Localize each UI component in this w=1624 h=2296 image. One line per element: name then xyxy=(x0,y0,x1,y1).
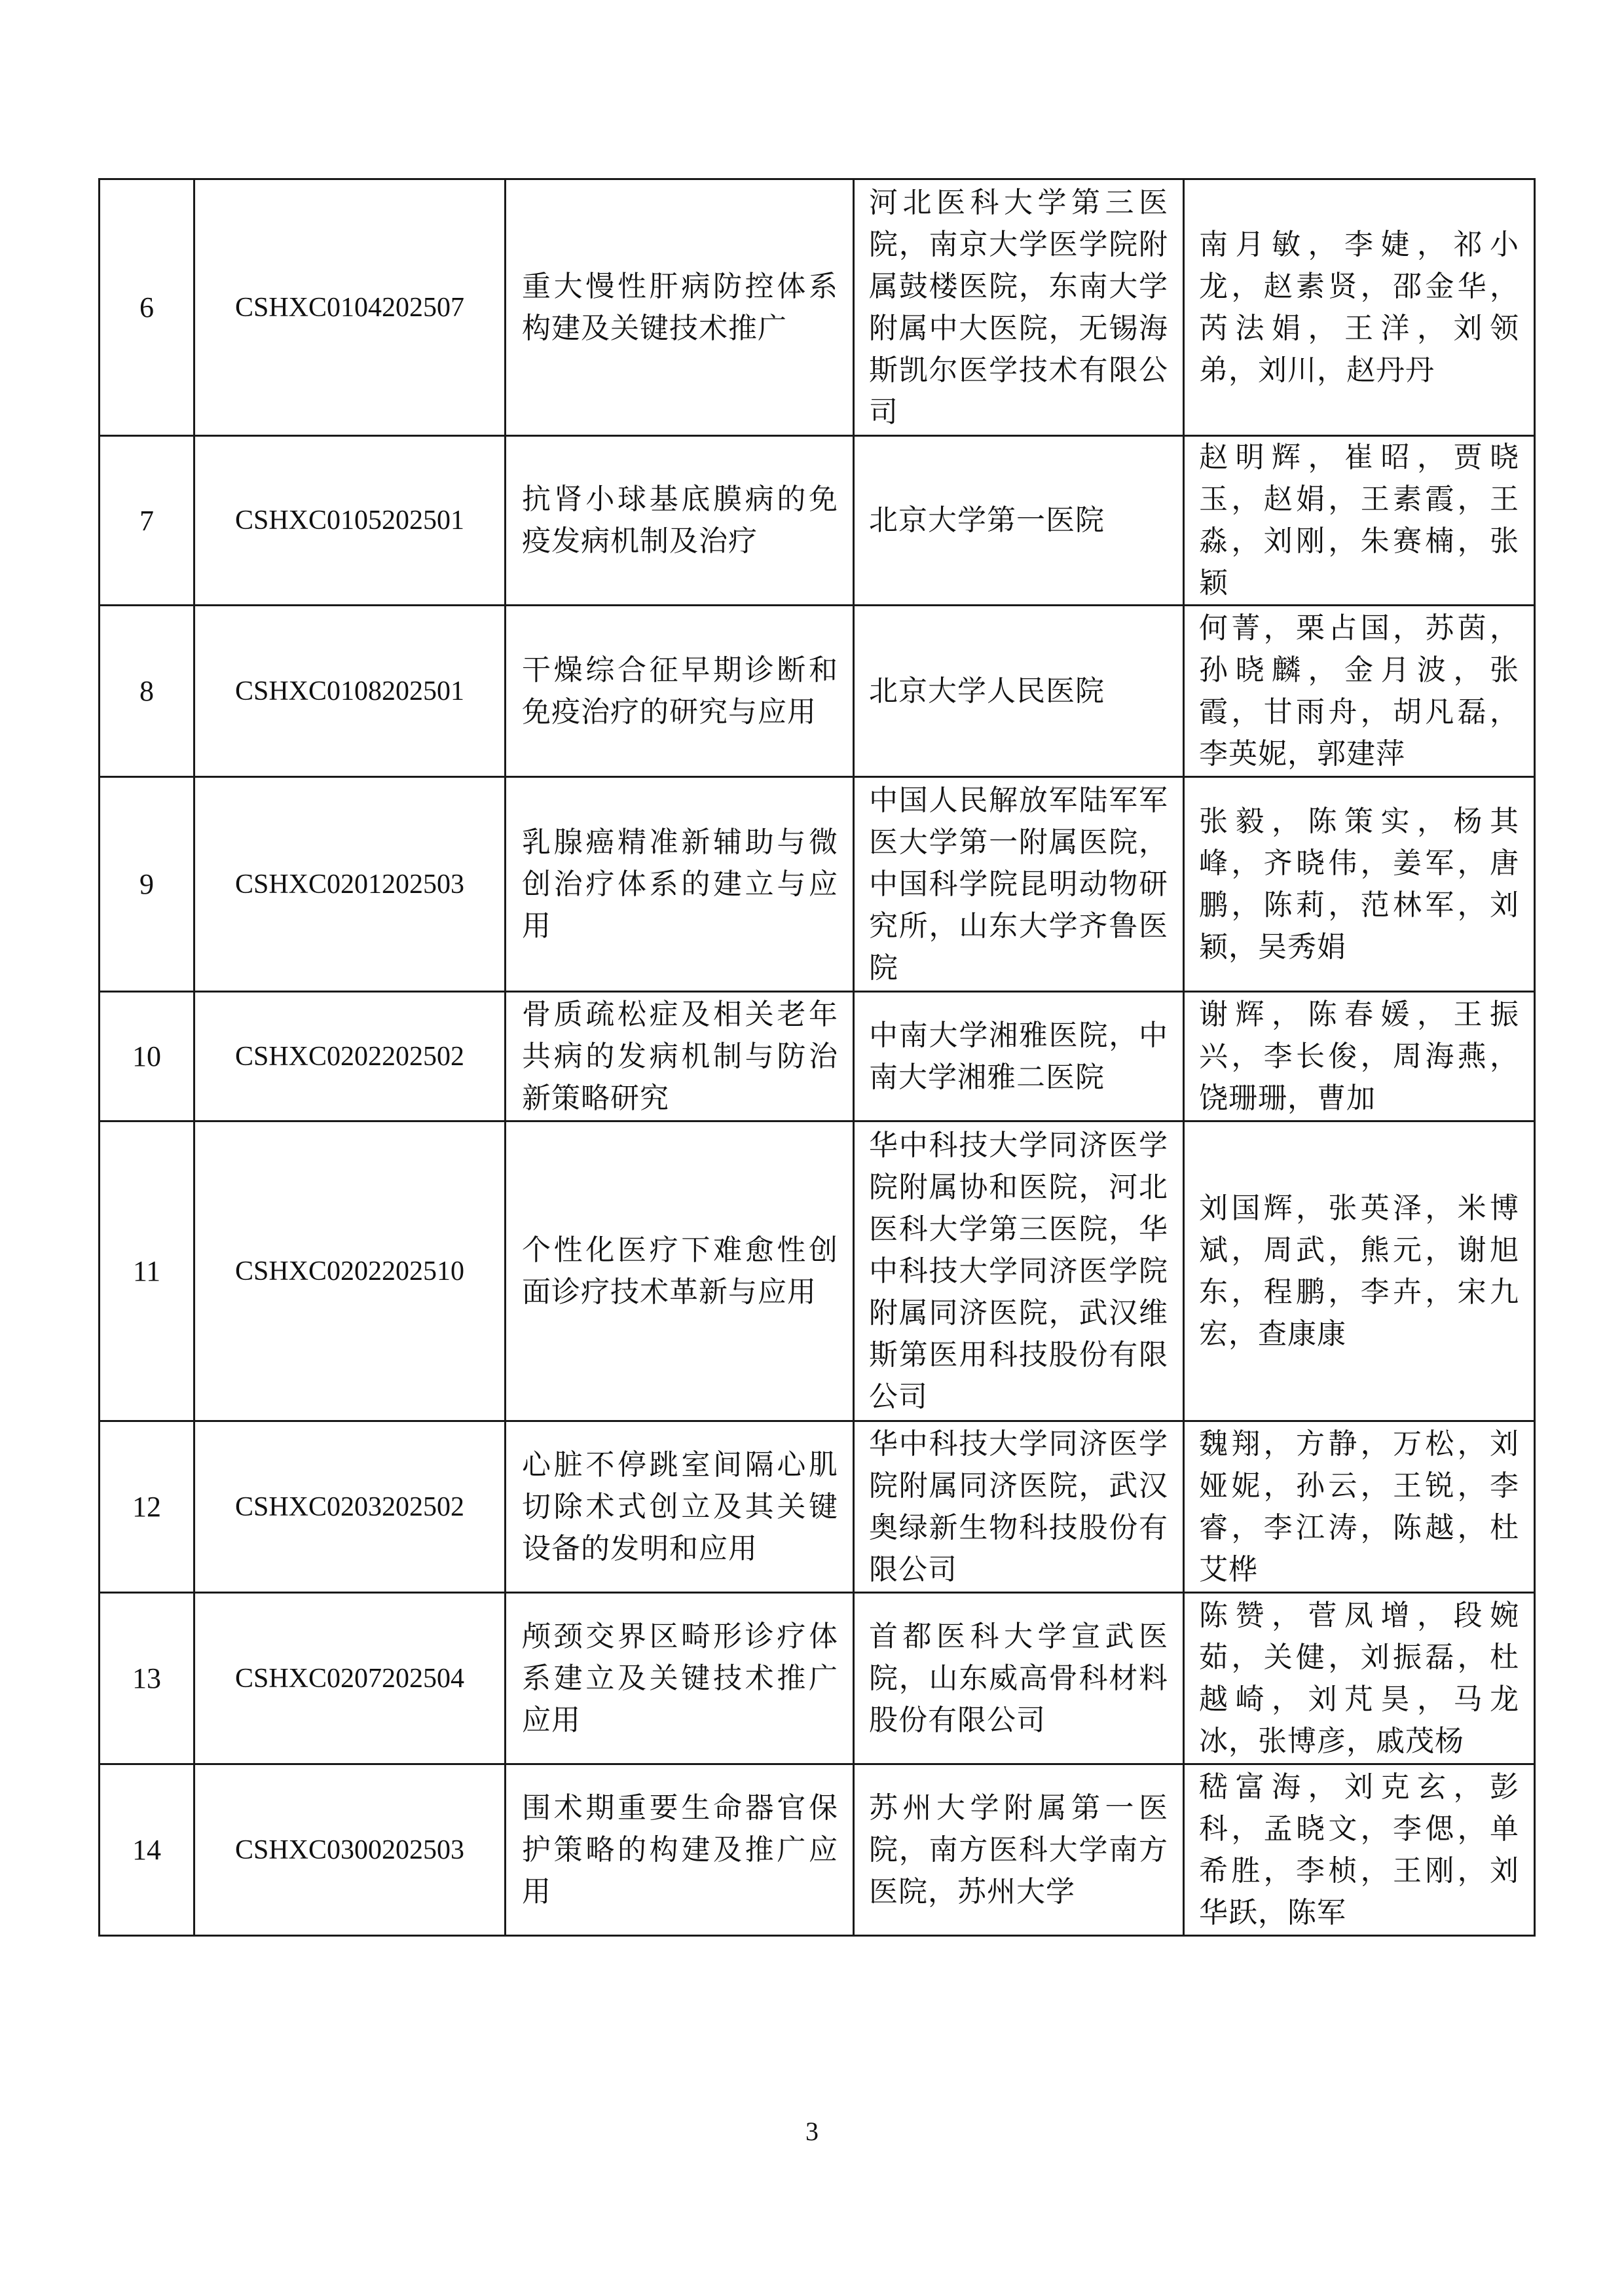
table-row xyxy=(100,606,1535,777)
project-code: CSHXC0203202502 xyxy=(194,1421,506,1593)
completing-units: 中南大学湘雅医院，中南大学湘雅二医院 xyxy=(854,992,1184,1121)
completing-units: 华中科技大学同济医学院附属协和医院，河北医科大学第三医院，华中科技大学同济医学院附属同济医院，武汉维斯第医用科技股份有限公司 xyxy=(854,1121,1184,1421)
completing-people: 何菁，栗占国，苏茵，孙晓麟，金月波，张霞，甘雨舟，胡凡磊，李英妮，郭建萍 xyxy=(1184,606,1535,777)
row-number: 12 xyxy=(100,1421,194,1593)
project-title: 抗肾小球基底膜病的免疫发病机制及治疗 xyxy=(506,436,854,606)
project-code: CSHXC0207202504 xyxy=(194,1593,506,1764)
completing-people: 陈赞，菅凤增，段婉茹，关健，刘振磊，杜越崎，刘芃昊，马龙冰，张博彦，戚茂杨 xyxy=(1184,1593,1535,1764)
project-code: CSHXC0300202503 xyxy=(194,1764,506,1936)
table-row xyxy=(100,1121,1535,1421)
completing-people: 南月敏，李婕，祁小龙，赵素贤，邵金华，芮法娟，王洋，刘领弟，刘川，赵丹丹 xyxy=(1184,179,1535,436)
completing-units: 中国人民解放军陆军军医大学第一附属医院，中国科学院昆明动物研究所，山东大学齐鲁医院 xyxy=(854,777,1184,992)
row-number: 7 xyxy=(100,436,194,606)
completing-people: 魏翔，方静，万松，刘娅妮，孙云，王锐，李睿，李江涛，陈越，杜艾桦 xyxy=(1184,1421,1535,1593)
row-number: 6 xyxy=(100,179,194,436)
completing-people: 谢辉，陈春媛，王振兴，李长俊，周海燕，饶珊珊，曹加 xyxy=(1184,992,1535,1121)
project-code: CSHXC0202202510 xyxy=(194,1121,506,1421)
row-number: 9 xyxy=(100,777,194,992)
project-code: CSHXC0201202503 xyxy=(194,777,506,992)
page-number: 3 xyxy=(805,2117,819,2146)
table-row xyxy=(100,436,1535,606)
awards-table xyxy=(98,178,1536,1937)
table-row xyxy=(100,777,1535,992)
completing-people: 嵇富海，刘克玄，彭科，孟晓文，李偲，单希胜，李桢，王刚，刘华跃，陈军 xyxy=(1184,1764,1535,1936)
table-row xyxy=(100,1421,1535,1593)
completing-units: 北京大学第一医院 xyxy=(854,436,1184,606)
project-title: 个性化医疗下难愈性创面诊疗技术革新与应用 xyxy=(506,1121,854,1421)
completing-people: 刘国辉，张英泽，米博斌，周武，熊元，谢旭东，程鹏，李卉，宋九宏，查康康 xyxy=(1184,1121,1535,1421)
project-title: 重大慢性肝病防控体系构建及关键技术推广 xyxy=(506,179,854,436)
table-row xyxy=(100,992,1535,1121)
project-code: CSHXC0108202501 xyxy=(194,606,506,777)
completing-units: 河北医科大学第三医院，南京大学医学院附属鼓楼医院，东南大学附属中大医院，无锡海斯凯尔医学技术有限公司 xyxy=(854,179,1184,436)
project-code: CSHXC0105202501 xyxy=(194,436,506,606)
completing-people: 张毅，陈策实，杨其峰，齐晓伟，姜军，唐鹏，陈莉，范林军，刘颖，吴秀娟 xyxy=(1184,777,1535,992)
completing-units: 华中科技大学同济医学院附属同济医院，武汉奥绿新生物科技股份有限公司 xyxy=(854,1421,1184,1593)
row-number: 10 xyxy=(100,992,194,1121)
project-title: 骨质疏松症及相关老年共病的发病机制与防治新策略研究 xyxy=(506,992,854,1121)
project-code: CSHXC0104202507 xyxy=(194,179,506,436)
completing-units: 苏州大学附属第一医院，南方医科大学南方医院，苏州大学 xyxy=(854,1764,1184,1936)
completing-units: 首都医科大学宣武医院，山东威高骨科材料股份有限公司 xyxy=(854,1593,1184,1764)
completing-people: 赵明辉，崔昭，贾晓玉，赵娟，王素霞，王淼，刘刚，朱赛楠，张颖 xyxy=(1184,436,1535,606)
row-number: 14 xyxy=(100,1764,194,1936)
project-title: 乳腺癌精准新辅助与微创治疗体系的建立与应用 xyxy=(506,777,854,992)
project-code: CSHXC0202202502 xyxy=(194,992,506,1121)
project-title: 干燥综合征早期诊断和免疫治疗的研究与应用 xyxy=(506,606,854,777)
project-title: 围术期重要生命器官保护策略的构建及推广应用 xyxy=(506,1764,854,1936)
project-title: 颅颈交界区畸形诊疗体系建立及关键技术推广应用 xyxy=(506,1593,854,1764)
row-number: 13 xyxy=(100,1593,194,1764)
completing-units: 北京大学人民医院 xyxy=(854,606,1184,777)
row-number: 8 xyxy=(100,606,194,777)
row-number: 11 xyxy=(100,1121,194,1421)
table-row xyxy=(100,1764,1535,1936)
table-row xyxy=(100,179,1535,436)
table-row xyxy=(100,1593,1535,1764)
project-title: 心脏不停跳室间隔心肌切除术式创立及其关键设备的发明和应用 xyxy=(506,1421,854,1593)
